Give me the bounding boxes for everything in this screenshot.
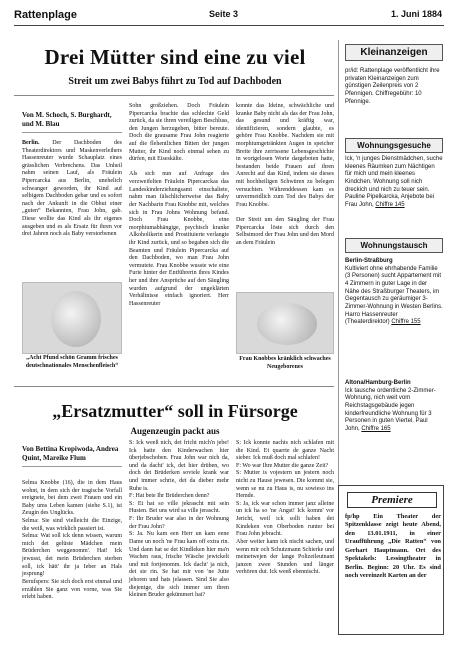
divider <box>14 386 334 387</box>
page-number: Seite 3 <box>209 9 239 19</box>
premiere-title: Premiere <box>347 492 437 508</box>
ad-dienstmaedchen <box>345 156 443 210</box>
article2-headline: „Ersatzmutter“ soll in Fürsorge <box>52 401 298 421</box>
article1-column-1-text: Der Dachboden des Theaterdirektors und Maskenverleihers Hassenreuter wurde Schauplatz eines grässlichen Verbrechens. Das Unheil nahm seinen Lauf, als Fräulein Pipercarcka aus Berlin, unehelich schwanger geworden, ihr Kind auf selbigem Dachboden gebar und es sofort nach der Ankunft in die Obhut einer „guten“ Bekannten, Frau John, gab. Diese wollte das Kind als ihr eigenes ausgeben und es als Ersatz für ihren vor drei Jahren noch als Baby verstorbenen <box>22 140 122 238</box>
article2-column-1: Selma Knobbe (16), die in dem Haus wohnt, in dem sich der tragische Vorfall ereignete, bei dem zwei Frauen und ein Baby ums Leben kamen (siehe S.1), ist Zeugin des Unglücks. Selma: Sie sind vielleicht die Einzige, die weiß, was wirklich passiert ist. Selma: Wat soll ick denn wissen, warum mich det gelüste Mädchen mein Brüderchen weggenomm'. Hat! Ick jewusst, det mein Brüderchen sterben soll, ick hätt' ihr ja Ieber an Hals jesprung! Berufspers: Sie sich doch erst einmal und erzählen Sie ganz von vorne, was Sie erlebt haben. <box>22 480 122 601</box>
ad-altona-berlin-chiffre[interactable]: Chiffre 165 <box>361 426 391 433</box>
premiere-box <box>338 485 444 635</box>
article1-dateline: Berlin. <box>22 140 40 146</box>
article1-subheadline: Streit um zwei Babys führt zu Tod auf Dachboden <box>68 76 282 87</box>
newspaper-name: Rattenplage <box>14 9 77 21</box>
ad-berlin-strassburg-title: Berlin-Straßburg <box>345 258 393 264</box>
article1-column-2: Sohn großziehen. Doch Fräulein Pipercarcka brachte das schlechte Geld zurück, da sie ihren vereiligen Beschluss, den Jungen herzugeben, bitter bereute. Doch die grausame Frau John reagierte auf die flehentlichen Bitten der jungen Mutter, ihr Kind noch einmal sehen zu dürfen, mit Eiseskälte. Als sich nun auf Anfrage des verzweifelten Fräulein Pipercarckas das Landeskinderziehungsamt einschaltete, nahm man fälschlicherweise das Baby der Nachbarin Frau Knobbe mit, welches sich in Frau Johns Wohnung befand. Doch Frau Knobbe, eine morphiumabhängige, psychisch kranke Alkoholikerin und Prostituierte verlangte ihr Kind zurück, und so begaben sich die Beamten und Fräulein Pipercarcka auf den Dachboden, wo man Frau John vermutete. Frau Knobbe wusste wie eine Furie hinter der Entführerin ihres Kindes her und ihre Ansprüche auf den Säugling wurden aufgrund der ungeklärten Verhältnisse einfach ignoriert. Herr Hassenreuter <box>129 103 229 307</box>
masthead <box>14 6 444 26</box>
baby-photo-1 <box>22 282 122 354</box>
issue-date: 1. Juni 1884 <box>390 9 442 19</box>
baby-photo-2 <box>236 292 334 354</box>
ad-dienstmaedchen-text: Ick, 'n junges Dienstmädchen, suche kleenes Räumken zum Nächtigen für mich und mein kleenes Kindchen. Wohnung soll nich dreckich und nich zu teuer sein. Pauline Pipelkarcka, Anjebote bei Frau John, <box>345 156 443 209</box>
article1-column-1 <box>22 140 122 238</box>
baby-photo-2-caption: Frau Knobbes kränklich schwaches Neugeborenes <box>239 356 331 370</box>
ad-altona-berlin-text: Ick tausche ordentliche 2-Zimmer-Wohnung, nich weit vom Reichstagsgebäude jegen kinderfreundliche Wohnung für 3 Personen in guten Viertel. Paul John, <box>345 387 436 433</box>
article2-subheadline: Augenzeugin packt aus <box>130 426 220 436</box>
ad-altona-berlin <box>345 380 443 434</box>
article1-byline: Von M. Schoch, S. Burghardt, und M. Blau <box>22 111 122 133</box>
baby-photo-1-caption: „Acht Pfund schön Gramm frisches deutschnationales Menschenfleisch“ <box>25 355 119 369</box>
article1-column-3: konnte das Ideine, schwächliche und kranke Baby nicht als das der Frau John, das gesund und kräftig war, identifizieren, sondern glaubte, es gehöre Frau Knobbe. Nachdem sie mit morphiumgetränkten Augen in speicher Breite ihre zerrissene Lebensgeschichte in wortgelosen Worte dargeboten hatte, bestanden beide Frauen auf ihren Anrecht auf das Kind, indem sie dieses mit hochheiligen Schwüren zu belegen versuchten. Währenddessen kam es unvermeidlich zum Tod des Babys der Frau Knobbe. Der Streit um den Säugling der Frau Pipercarcka löste sich durch den Selbstmord der Frau John und den Mord an dem Fräulein <box>236 103 334 246</box>
divider <box>14 95 334 96</box>
article2-byline: Von Bettina Kropiwoda, Andrea Quint, Mareike Flum <box>22 445 122 467</box>
baby-figure <box>257 303 317 345</box>
baby-figure <box>51 291 101 347</box>
article2-column-3: S: Ick konnte nachts nich schlafen mit die Kind. Et quarrte de ganze Nacht sieber. Ick muß doch mal schlafen! F: Wo war Ihre Mutter die ganze Zeit? S: Mutter is vojestern un jestern noch nicht zu Hause jewesen. Die kommt sie, wenn se nu zu Haus is, nu sowieso ins Hemde. S: Ja, ick war schon immer janz alleine un ick ha so 'ne Angst! Ick komm' vor Jericht, weil ick sollt haben det Kindeken von Oberboden runter bei Frau John jebracht. Aber weiter kann ick nischt sachen, und wenn mir och Schutzmann Schierke und meinetwejen der lange Polizeileutnant janzen zwee Stunden und länger verhören dut. Ick weeß ebennischt. <box>236 440 334 576</box>
ad-berlin-strassburg-text: Kultiviert ohne ehrhabende Familie (3 Personen) sucht Appartement mit 4 Zimmern in guter Lage in der Nähe des Straßburger Theaters, im Gegentausch zu geräumiger 3-Zimmer-Wohnung in Westen Berlins. Harro Hassenreuter (Theaterdirektor) <box>345 265 443 326</box>
section-wohnungsgesuche: Wohnungsgesuche <box>345 138 443 153</box>
section-wohnungstausch: Wohnungstausch <box>345 238 443 253</box>
ad-berlin-strassburg <box>345 258 443 327</box>
classifieds-title: Kleinanzeigen <box>345 44 443 61</box>
article1-headline: Drei Mütter sind eine zu viel <box>44 45 306 69</box>
premiere-text: fp/hp Ein Theater der Spitzenklasse zeigt heute Abend, den 13.01.1911, in einer Uraufführung „Die Ratten“ von Gerhart Hauptmann. Ort des Spektakels: Lessingtheater in Berlin. Beginn: 20 Uhr. Es sind noch vereinzelt Karten an der <box>345 513 441 580</box>
classifieds-intro: pr/id: Rattenplage veröffentlicht ihre privaten Kleinanzeigen zum günstigen Zeilenpreis von 2 Pfennigen. Chiffregebühr: 10 Pfennige. <box>345 68 440 105</box>
article2-column-2: S: Ick weeß nich, det fricht mich'n jebe! Ick hatte den Kinderwachen hier überjebschoben. Frau John war nich da, und da dacht' ick, det hier drüben, wo doch det Brüderken soviele krank war und immer schrie, det da dieber mehr Ruhe is. F: Hat bete Ihr Brüderchen denn? S: Et hat so ville jekrascht mit sein Husten. Bei uns wird sa ville jerascht. F: Ihr Bruder war also in der Wohnung der Frau John? S: Ja. Nu kam een Herr un kam eene Dame un noch 'ne Frau kam off extra rin. Und dann hat se det Kindleken hier ma'n Wachen raus, frische Wäsche jewickelt und mit fortjenomm. Ick dacht' ja nich, det sie rin. Se hat mir von 'ne Jutte jehoren und hats jelassen. Sind Sie also diejenige, die sich immer um ihren kleinen Bruder gekümmert hat? <box>129 440 229 599</box>
ad-berlin-strassburg-chiffre[interactable]: Chiffre 155 <box>391 319 421 326</box>
ad-dienstmaedchen-chiffre[interactable]: Chiffre 145 <box>375 202 405 209</box>
ad-altona-berlin-title: Altona/Hamburg-Berlin <box>345 380 411 386</box>
